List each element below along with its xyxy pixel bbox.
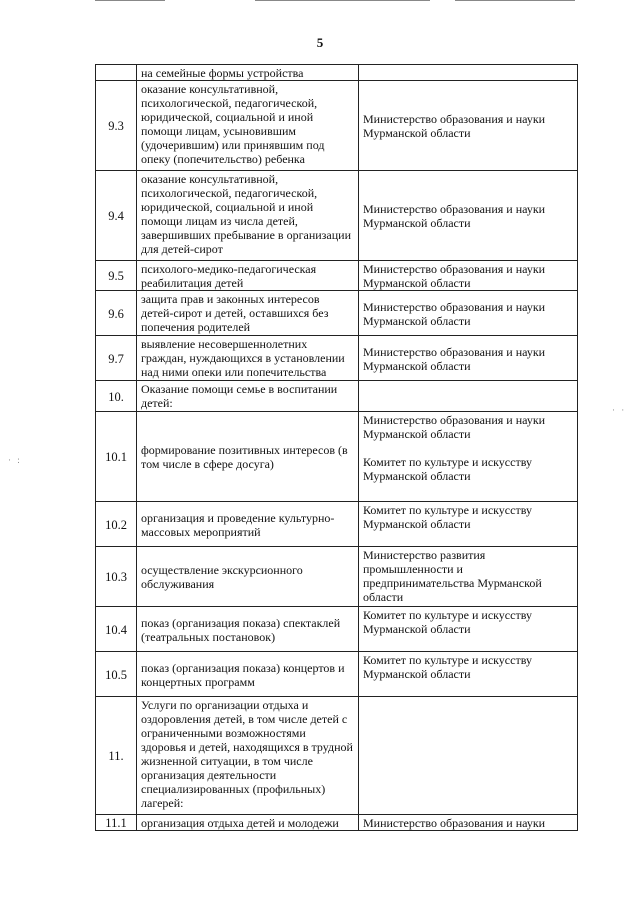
- row-number: 10.1: [96, 412, 137, 502]
- service-description: оказание консультативной, психологической, педагогической, юридической, социальной и иной помощи лицам, усыновившим (удочерившим) или принявшим под опеку (попечительство) ребенка: [137, 81, 359, 171]
- table-row: [96, 381, 578, 412]
- row-number: 10.2: [96, 502, 137, 547]
- row-number: 9.4: [96, 171, 137, 261]
- service-description: Услуги по организации отдыха и оздоровления детей, в том числе детей с ограниченными возможностями здоровья и детей, находящихся в трудной жизненной ситуации, в том числе организация деятельности специализированных (профильных) лагерей:: [137, 697, 359, 815]
- row-number: 10.: [96, 381, 137, 412]
- responsible-agency: Министерство образования и науки Мурманской области: [363, 299, 546, 328]
- service-description: организация и проведение культурно-массовых мероприятий: [137, 502, 359, 547]
- responsible-agency: Министерство образования и науки Мурманской области: [363, 344, 546, 373]
- responsible-agency-cell: [359, 381, 578, 412]
- row-number: 11.: [96, 697, 137, 815]
- table-row: [96, 291, 578, 336]
- table-row: [96, 81, 578, 171]
- service-description: на семейные формы устройства: [137, 65, 359, 81]
- service-description: защита прав и законных интересов детей-сирот и детей, оставшихся без попечения родителей: [137, 291, 359, 336]
- responsible-agency-cell: [359, 65, 578, 81]
- scan-edge-mark: [455, 0, 575, 1]
- responsible-agency-cell: [359, 291, 578, 336]
- service-description: формирование позитивных интересов (в том числе в сфере досуга): [137, 412, 359, 502]
- service-description: организация отдыха детей и молодежи: [137, 815, 359, 831]
- responsible-agency: Министерство образования и науки: [363, 816, 546, 830]
- service-description: оказание консультативной, психологической, педагогической, юридической, социальной и иной помощи лицам из числа детей, завершивших пребывание в организации для детей-сирот: [137, 171, 359, 261]
- row-number: 9.5: [96, 261, 137, 291]
- table-row: [96, 697, 578, 815]
- responsible-agency-cell: [359, 502, 578, 547]
- responsible-agency: Комитет по культуре и искусству Мурманской области: [363, 455, 532, 483]
- responsible-agency: Комитет по культуре и искусству Мурманской области: [363, 503, 532, 531]
- table-row: [96, 815, 578, 831]
- responsible-agency-cell: [359, 336, 578, 381]
- responsible-agency-cell: [359, 261, 578, 291]
- row-number: 10.5: [96, 652, 137, 697]
- row-number: 9.3: [96, 81, 137, 171]
- responsible-agency-cell: [359, 171, 578, 261]
- row-number: 10.3: [96, 547, 137, 607]
- row-number: 9.7: [96, 336, 137, 381]
- table-row: [96, 547, 578, 607]
- responsible-agency-cell: [359, 652, 578, 697]
- table-row: [96, 412, 578, 502]
- responsible-agency-cell: [359, 697, 578, 815]
- row-number: 11.1: [96, 815, 137, 831]
- responsible-agency: Министерство образования и науки Мурманской области: [363, 262, 546, 290]
- responsible-agency-cell: [359, 607, 578, 652]
- service-description: Оказание помощи семье в воспитании детей:: [137, 381, 359, 412]
- service-description: показ (организация показа) концертов и концертных программ: [137, 652, 359, 697]
- row-number: 10.4: [96, 607, 137, 652]
- scan-noise: · ·: [612, 405, 627, 415]
- table-row: [96, 502, 578, 547]
- responsible-agency: Министерство образования и науки Мурманской области: [363, 413, 546, 441]
- responsible-agency: Министерство образования и науки Мурманской области: [363, 202, 546, 230]
- responsible-agency: Министерство образования и науки Мурманской области: [363, 112, 546, 140]
- responsible-agency: Комитет по культуре и искусству Мурманской области: [363, 608, 532, 636]
- responsible-agency-cell: [359, 815, 578, 831]
- responsible-agency: Комитет по культуре и искусству Мурманской области: [363, 653, 532, 681]
- service-description: выявление несовершеннолетних граждан, нуждающихся в установлении над ними опеки или попечительства: [137, 336, 359, 381]
- table-row: [96, 607, 578, 652]
- row-number: 9.6: [96, 291, 137, 336]
- table-row: [96, 261, 578, 291]
- responsible-agency-cell: [359, 547, 578, 607]
- service-description: показ (организация показа) спектаклей (театральных постановок): [137, 607, 359, 652]
- scan-edge-mark: [255, 0, 430, 1]
- table-row: [96, 652, 578, 697]
- scan-edge-mark: [95, 0, 165, 1]
- responsible-agency-cell: [359, 412, 578, 502]
- responsible-agency-cell: [359, 81, 578, 171]
- service-description: осуществление экскурсионного обслуживания: [137, 547, 359, 607]
- table-row: [96, 336, 578, 381]
- table-row: [96, 171, 578, 261]
- row-number: [96, 65, 137, 81]
- service-description: психолого-медико-педагогическая реабилитация детей: [137, 261, 359, 291]
- services-table: [95, 64, 578, 831]
- responsible-agency: Министерство развития промышленности и предпринимательства Мурманской области: [363, 548, 542, 604]
- scan-noise: · :: [8, 455, 22, 465]
- table-row: [96, 65, 578, 81]
- page-number: 5: [316, 35, 324, 50]
